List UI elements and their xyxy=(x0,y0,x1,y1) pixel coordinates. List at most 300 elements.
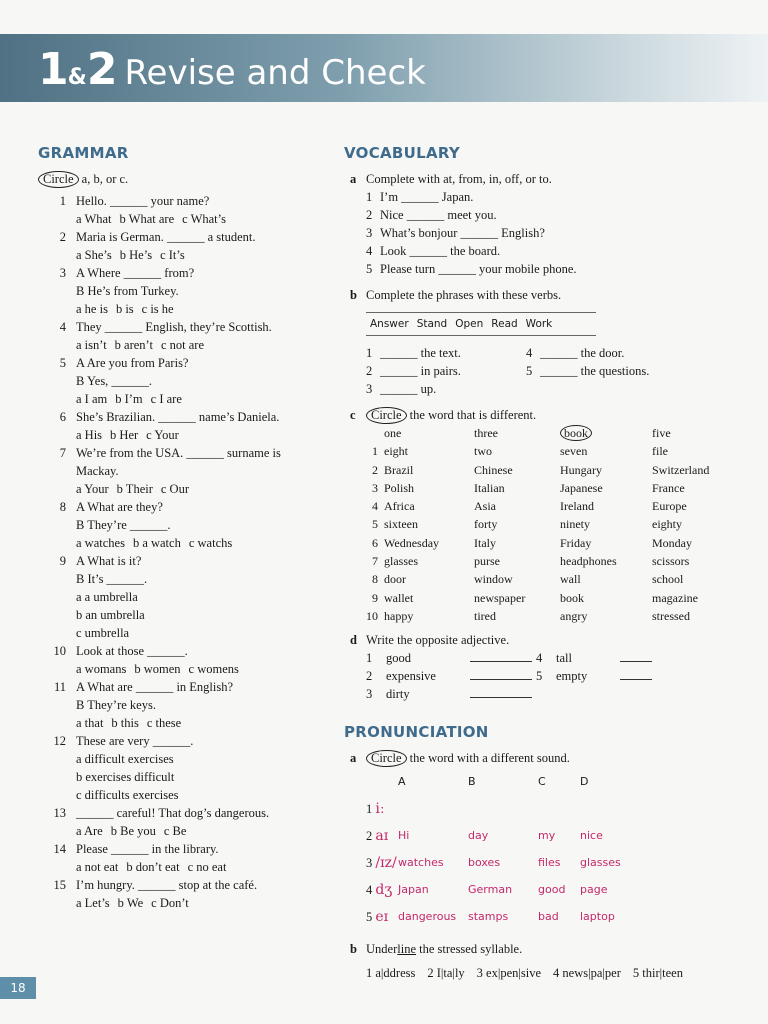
answer-option: c It’s xyxy=(160,248,185,262)
answer-option: b aren’t xyxy=(114,338,153,352)
row-number: 7 xyxy=(372,554,378,569)
answer-option: b He’s xyxy=(119,248,153,262)
question-text: These are very ______. xyxy=(76,734,194,748)
word-choice: angry xyxy=(560,608,588,623)
row-number: 5 xyxy=(372,517,378,532)
answer-option: c Our xyxy=(160,482,189,496)
answer-option: c not are xyxy=(160,338,204,352)
example-word xyxy=(560,424,652,442)
sound-word: German xyxy=(468,883,513,897)
sound-word xyxy=(538,800,580,818)
question-number: 9 xyxy=(59,554,66,568)
answer-option: b a watch xyxy=(132,536,181,550)
answer-option: c these xyxy=(146,716,182,730)
item-number: 5 xyxy=(366,262,373,276)
item-number: 3 xyxy=(366,226,373,240)
question-text: We’re from the USA. ______ surname is xyxy=(76,446,281,460)
question-number: 15 xyxy=(53,878,66,892)
example-word-text: three xyxy=(474,426,498,440)
column-header: B xyxy=(468,775,476,789)
answer-options xyxy=(38,714,328,732)
answer-option: c no eat xyxy=(187,860,227,874)
answer-option: b don’t eat xyxy=(126,860,180,874)
answer-option: a womans xyxy=(76,662,127,676)
vocab-a-text: Complete with at, from, in, off, or to. xyxy=(366,172,552,186)
question-number: 2 xyxy=(59,230,66,244)
sound-word: nice xyxy=(580,829,603,843)
question-number: 4 xyxy=(59,320,66,334)
sound-word: Japan xyxy=(398,883,429,897)
question-text: B They’re keys. xyxy=(76,698,156,712)
answer-option: a Let’s xyxy=(76,896,110,910)
answer-options xyxy=(38,390,328,408)
answer-option: a a umbrella xyxy=(76,590,138,604)
answer-option: a isn’t xyxy=(76,338,107,352)
grammar-question-line xyxy=(38,408,328,426)
verb-word: Open xyxy=(455,318,484,330)
item-number: 3 xyxy=(366,687,373,702)
sound-word: page xyxy=(580,883,608,897)
vocab-b-item xyxy=(526,362,686,380)
answer-options xyxy=(38,858,328,876)
row-number-text: 5 xyxy=(366,910,373,925)
verb-word: Work xyxy=(525,318,553,330)
page-number: 18 xyxy=(0,977,36,999)
item-text: I’m ______ Japan. xyxy=(380,190,474,204)
row-number: 10 xyxy=(366,608,378,623)
grammar-question-line xyxy=(38,732,328,750)
answer-options xyxy=(38,426,328,444)
row-number-text: 1 xyxy=(366,802,373,817)
question-text: B It’s ______. xyxy=(76,572,148,586)
vocabulary-section xyxy=(344,144,744,982)
answer-option: c watchs xyxy=(188,536,233,550)
question-text: Please ______ in the library. xyxy=(76,842,219,856)
row-number xyxy=(366,800,398,818)
item-number: 5 xyxy=(536,669,543,684)
word-choice: Wednesday xyxy=(384,535,440,550)
answer-options xyxy=(38,480,328,498)
item-number: 2 xyxy=(366,208,373,222)
grammar-question-line xyxy=(38,444,328,462)
word-choice: tired xyxy=(474,608,496,623)
word-choice: Friday xyxy=(560,535,592,550)
item-text: ______ the door. xyxy=(540,346,625,360)
word-choice: newspaper xyxy=(474,590,526,605)
row-number: 3 xyxy=(372,480,378,495)
unit-number: 1 xyxy=(38,44,68,95)
pron-b-label: b xyxy=(350,942,357,957)
answer-blank xyxy=(620,649,652,662)
unit-ampersand: & xyxy=(67,65,87,90)
answer-option: a Are xyxy=(76,824,103,838)
answer-blank xyxy=(470,649,532,662)
verb-word: Read xyxy=(491,318,518,330)
adjective: good xyxy=(386,651,411,666)
grammar-question-line xyxy=(38,192,328,210)
question-text: B Yes, ______. xyxy=(76,374,153,388)
grammar-question-line xyxy=(38,354,328,372)
answer-option: c What’s xyxy=(182,212,226,226)
row-number: 1 xyxy=(372,444,378,459)
answer-option: c difficults exercises xyxy=(76,788,179,802)
item-number: 1 xyxy=(366,190,373,204)
vocab-b-list xyxy=(344,344,744,398)
word-choice: glasses xyxy=(384,554,418,569)
example-word xyxy=(384,424,474,442)
sound-word: good xyxy=(538,883,566,897)
answer-option: a he is xyxy=(76,302,108,316)
answer-options xyxy=(38,822,328,840)
word-choice: Polish xyxy=(384,480,415,495)
grammar-question-line xyxy=(38,516,328,534)
title-text: Revise and Check xyxy=(124,53,426,93)
item-text: Nice ______ meet you. xyxy=(380,208,497,222)
row-number-text: 3 xyxy=(366,856,373,871)
answer-option: b an umbrella xyxy=(76,608,145,622)
vocab-a-item xyxy=(366,242,744,260)
pronunciation-heading: PRONUNCIATION xyxy=(344,723,489,742)
grammar-question-line xyxy=(38,804,328,822)
sound-word: laptop xyxy=(580,910,615,924)
sound-symbol: iː xyxy=(375,801,385,818)
answer-option: c is he xyxy=(141,302,174,316)
word-choice: Monday xyxy=(652,535,692,550)
word-choice: wallet xyxy=(384,590,414,605)
verb-word: Answer xyxy=(370,318,409,330)
vocab-d-label: d xyxy=(350,633,357,648)
stress-word: 1 a|ddress xyxy=(366,966,416,981)
question-text: She’s Brazilian. ______ name’s Daniela. xyxy=(76,410,280,424)
grammar-question-line xyxy=(38,678,328,696)
item-text: ______ the questions. xyxy=(540,364,650,378)
sound-symbol: aɪ xyxy=(375,828,389,845)
item-text: Please turn ______ your mobile phone. xyxy=(380,262,577,276)
vocab-a-item xyxy=(366,188,744,206)
answer-option: b women xyxy=(134,662,181,676)
vocab-b-item xyxy=(366,380,526,398)
question-text: B They’re ______. xyxy=(76,518,171,532)
pron-a-label: a xyxy=(350,751,357,766)
word-choice: file xyxy=(652,444,668,459)
word-choice: forty xyxy=(474,517,498,532)
word-choice: window xyxy=(474,572,513,587)
grammar-question-line xyxy=(38,696,328,714)
odd-word-grid xyxy=(344,424,744,625)
word-choice: Italy xyxy=(474,535,496,550)
question-number: 14 xyxy=(53,842,66,856)
vocab-a-item xyxy=(366,206,744,224)
item-text: Look ______ the board. xyxy=(380,244,501,258)
answer-options xyxy=(38,210,328,228)
answer-options xyxy=(38,300,328,318)
question-number: 3 xyxy=(59,266,66,280)
adjective: empty xyxy=(556,669,588,684)
sound-word: stamps xyxy=(468,910,509,924)
verb-word: Stand xyxy=(416,318,448,330)
sound-word: boxes xyxy=(468,856,501,870)
example-word-text: five xyxy=(652,426,671,440)
vocab-c-instruction xyxy=(344,406,744,424)
grammar-question-line xyxy=(38,462,328,480)
word-choice: book xyxy=(560,590,584,605)
question-text: ______ careful! That dog’s dangerous. xyxy=(76,806,270,820)
answer-option: a I am xyxy=(76,392,108,406)
sound-word: dangerous xyxy=(398,910,457,924)
row-number: 6 xyxy=(372,535,378,550)
grammar-question-line xyxy=(38,498,328,516)
word-choice: Ireland xyxy=(560,499,594,514)
pron-b-instruction xyxy=(344,940,744,958)
example-word xyxy=(652,424,732,442)
answer-option: a Your xyxy=(76,482,109,496)
answer-option: c I are xyxy=(150,392,182,406)
sound-word xyxy=(468,800,538,818)
word-choice: wall xyxy=(560,572,581,587)
answer-option: b What are xyxy=(119,212,175,226)
answer-options xyxy=(38,534,328,552)
question-number: 5 xyxy=(59,356,66,370)
vocab-d-instruction xyxy=(344,631,744,649)
sound-word: my xyxy=(538,829,556,843)
vocab-a-list xyxy=(344,188,744,278)
question-number: 7 xyxy=(59,446,66,460)
word-choice: stressed xyxy=(652,608,690,623)
word-choice: magazine xyxy=(652,590,698,605)
answer-option: c Be xyxy=(163,824,187,838)
answer-option: a that xyxy=(76,716,104,730)
circled-example-word: book xyxy=(560,425,592,441)
vocab-b-text: Complete the phrases with these verbs. xyxy=(366,288,562,302)
word-choice: Chinese xyxy=(474,462,513,477)
page-title xyxy=(38,44,426,95)
answer-blank xyxy=(620,667,652,680)
answer-option: a His xyxy=(76,428,103,442)
answer-blank xyxy=(470,667,532,680)
word-choice: school xyxy=(652,572,684,587)
pron-b-underlined: line xyxy=(397,942,416,957)
grammar-question-line xyxy=(38,372,328,390)
question-number: 13 xyxy=(53,806,66,820)
vocab-c-text: the word that is different. xyxy=(406,408,537,422)
answer-blank xyxy=(470,685,532,698)
question-text: A Are you from Paris? xyxy=(76,356,189,370)
sound-grid xyxy=(344,773,744,926)
grammar-question-line xyxy=(38,228,328,246)
vocab-b-item xyxy=(526,344,686,362)
adjective: dirty xyxy=(386,687,410,702)
pron-b-text: the stressed syllable. xyxy=(416,942,523,957)
word-choice: happy xyxy=(384,608,414,623)
stress-list xyxy=(344,964,744,982)
row-number xyxy=(366,908,398,926)
vocabulary-heading: VOCABULARY xyxy=(344,144,461,162)
word-choice: sixteen xyxy=(384,517,418,532)
question-number: 12 xyxy=(53,734,66,748)
item-number: 4 xyxy=(366,244,373,258)
vocab-b-instruction xyxy=(344,286,744,304)
circle-word: Circle xyxy=(366,750,407,767)
word-choice: Hungary xyxy=(560,462,602,477)
word-choice: two xyxy=(474,444,492,459)
answer-options xyxy=(38,336,328,354)
item-text: ______ the text. xyxy=(380,346,461,360)
word-choice: eighty xyxy=(652,517,682,532)
item-number: 2 xyxy=(366,364,373,378)
grammar-instruction xyxy=(38,170,328,188)
grammar-question-line xyxy=(38,876,328,894)
column-header: C xyxy=(538,775,546,789)
word-choice: headphones xyxy=(560,554,617,569)
item-number: 1 xyxy=(366,346,373,360)
word-choice: ninety xyxy=(560,517,590,532)
adjective: tall xyxy=(556,651,572,666)
question-text: A What are they? xyxy=(76,500,163,514)
question-number: 1 xyxy=(59,194,66,208)
word-choice: Switzerland xyxy=(652,462,710,477)
sound-symbol: eɪ xyxy=(375,909,389,926)
question-text: A Where ______ from? xyxy=(76,266,195,280)
verb-word-box xyxy=(366,312,596,336)
vocab-a-item xyxy=(366,224,744,242)
row-number: 2 xyxy=(372,462,378,477)
answer-option: b this xyxy=(111,716,139,730)
unit-number-2: 2 xyxy=(86,44,117,95)
example-word-text: one xyxy=(384,426,402,440)
question-text: Look at those ______. xyxy=(76,644,188,658)
vocab-b-item xyxy=(366,344,526,362)
grammar-question-line xyxy=(38,570,328,588)
example-number xyxy=(358,424,384,442)
vocab-b-label: b xyxy=(350,288,357,302)
vocab-a-item xyxy=(366,260,744,278)
answer-options xyxy=(38,246,328,264)
opposite-adjective-grid xyxy=(344,649,744,703)
word-choice: eight xyxy=(384,444,408,459)
word-choice: door xyxy=(384,572,406,587)
word-choice: Italian xyxy=(474,480,505,495)
question-text: They ______ English, they’re Scottish. xyxy=(76,320,272,334)
item-text: ______ up. xyxy=(380,382,437,396)
stress-word: 5 thir|teen xyxy=(632,966,683,981)
row-number xyxy=(366,854,398,872)
grammar-question-line xyxy=(38,282,328,300)
row-number-text: 4 xyxy=(366,883,373,898)
stress-word: 3 ex|pen|sive xyxy=(476,966,542,981)
answer-option: b Be you xyxy=(110,824,156,838)
circle-word: Circle xyxy=(366,407,407,424)
grammar-items xyxy=(38,192,328,912)
row-number: 4 xyxy=(372,499,378,514)
grammar-instruction-text: a, b, or c. xyxy=(78,172,129,186)
grammar-heading: GRAMMAR xyxy=(38,144,129,162)
vocab-a-label: a xyxy=(350,172,357,186)
row-number xyxy=(366,827,398,845)
sound-word: bad xyxy=(538,910,559,924)
answer-option: b exercises difficult xyxy=(76,770,175,784)
column-header: D xyxy=(580,775,589,789)
item-number: 3 xyxy=(366,382,373,396)
sound-symbol: /ɪz/ xyxy=(375,855,397,872)
item-number: 4 xyxy=(526,346,533,360)
word-choice: Brazil xyxy=(384,462,414,477)
word-choice: scissors xyxy=(652,554,690,569)
question-text: Mackay. xyxy=(76,464,119,478)
column-header: A xyxy=(398,775,406,789)
answer-options xyxy=(38,660,328,678)
row-number: 9 xyxy=(372,590,378,605)
question-text: Maria is German. ______ a student. xyxy=(76,230,256,244)
answer-option: b I’m xyxy=(115,392,143,406)
vocab-b-item xyxy=(366,362,526,380)
answer-options xyxy=(38,894,328,912)
circle-word: Circle xyxy=(38,171,79,188)
row-number-text: 2 xyxy=(366,829,373,844)
answer-option: a watches xyxy=(76,536,125,550)
question-number: 8 xyxy=(59,500,66,514)
sound-symbol: dʒ xyxy=(375,882,393,899)
question-number: 10 xyxy=(53,644,66,658)
item-number: 5 xyxy=(526,364,533,378)
answer-option: c umbrella xyxy=(76,626,130,640)
sound-word: day xyxy=(468,829,489,843)
item-text: ______ in pairs. xyxy=(380,364,461,378)
answer-option: a What xyxy=(76,212,112,226)
example-word xyxy=(474,424,560,442)
pron-a-instruction xyxy=(344,749,744,767)
question-text: B He’s from Turkey. xyxy=(76,284,179,298)
grammar-question-line xyxy=(38,264,328,282)
grammar-section xyxy=(38,144,328,912)
item-number: 1 xyxy=(366,651,373,666)
answer-option: b is xyxy=(115,302,134,316)
item-text: What’s bonjour ______ English? xyxy=(380,226,545,240)
vocab-c-label: c xyxy=(350,408,356,422)
answer-option: b Her xyxy=(110,428,139,442)
word-choice: purse xyxy=(474,554,500,569)
sound-word xyxy=(580,800,640,818)
sound-word xyxy=(398,800,468,818)
pron-a-text: the word with a different sound. xyxy=(406,751,570,766)
pron-b-pre: Under xyxy=(366,942,398,957)
question-number: 6 xyxy=(59,410,66,424)
question-number: 11 xyxy=(53,680,66,694)
grammar-question-line xyxy=(38,318,328,336)
word-choice: Japanese xyxy=(560,480,603,495)
question-text: A What is it? xyxy=(76,554,142,568)
vocab-d-text: Write the opposite adjective. xyxy=(366,633,510,648)
answer-option: a She’s xyxy=(76,248,112,262)
grammar-question-line xyxy=(38,552,328,570)
word-choice: seven xyxy=(560,444,588,459)
stress-word: 4 news|pa|per xyxy=(553,966,621,981)
sound-word: Hi xyxy=(398,829,410,843)
answer-option: c Your xyxy=(146,428,179,442)
stress-word: 2 I|ta|ly xyxy=(427,966,465,981)
sound-word: files xyxy=(538,856,561,870)
sound-word: watches xyxy=(398,856,444,870)
word-choice: Africa xyxy=(384,499,415,514)
answer-option: a not eat xyxy=(76,860,119,874)
adjective: expensive xyxy=(386,669,436,684)
grammar-question-line xyxy=(38,642,328,660)
question-text: Hello. ______ your name? xyxy=(76,194,210,208)
word-choice: France xyxy=(652,480,685,495)
answer-option: c womens xyxy=(188,662,239,676)
answer-option: a difficult exercises xyxy=(76,752,174,766)
answer-option: c Don’t xyxy=(151,896,189,910)
question-text: A What are ______ in English? xyxy=(76,680,234,694)
